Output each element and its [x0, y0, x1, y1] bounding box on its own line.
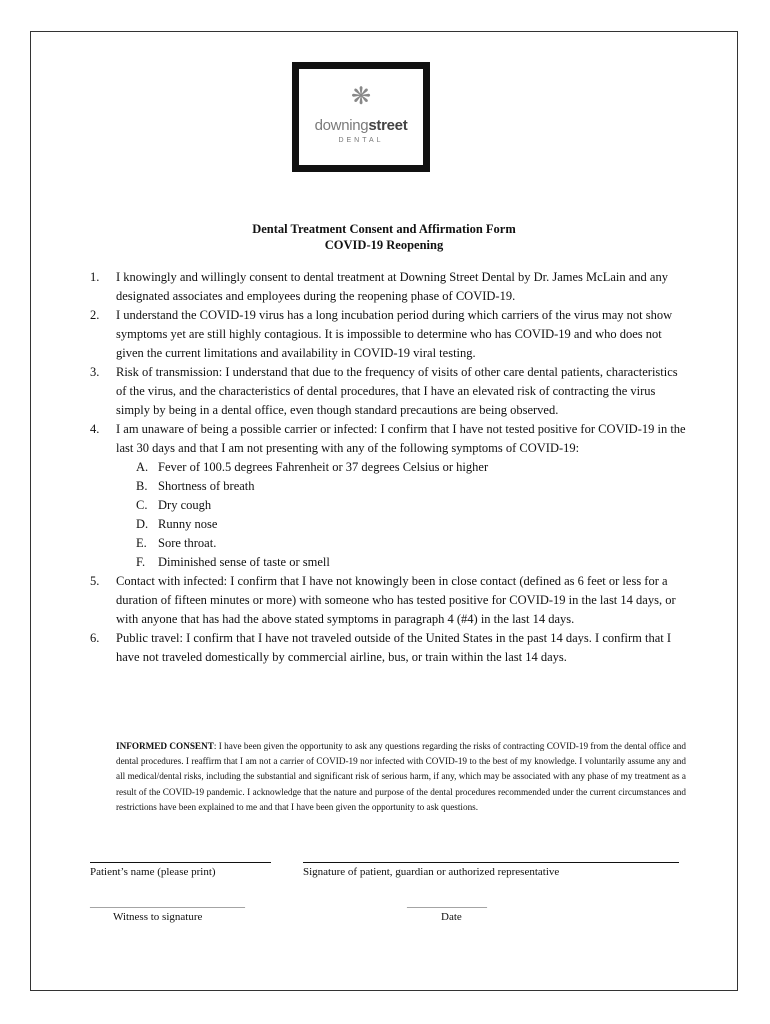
- symptom-item: E. Sore throat.: [136, 536, 217, 550]
- consent-items-list: [90, 268, 690, 667]
- informed-consent-text: : I have been given the opportunity to ask any questions regarding the risks of contracting COVID-19 from the dental office and dental procedures. I reaffirm that I am not a carrier of COVID-19 nor infected with COVID-19 to the best of my knowledge. I voluntarily assume any and all medical/dental risks, including the substantial and significant risk of serious harm, if any, which may be associated with any phase of my treatment as a result of the COVID-19 pandemic. I acknowledge that the nature and purpose of the dental procedures recommended under the current circumstances and restrictions have been explained to me and that I have been given the opportunity to ask questions.: [116, 741, 686, 812]
- informed-consent-heading: INFORMED CONSENT: [116, 741, 214, 751]
- item-number: 6.: [90, 631, 100, 645]
- form-title: [0, 221, 768, 253]
- signature-line[interactable]: [303, 862, 679, 863]
- list-item: [90, 420, 690, 572]
- symptom-item: B. Shortness of breath: [136, 479, 255, 493]
- symptoms-list: [116, 458, 690, 572]
- witness-line[interactable]: _______________________________: [90, 898, 245, 909]
- form-title-line2: COVID-19 Reopening: [324, 238, 444, 252]
- logo-name: downingstreet: [314, 117, 408, 134]
- item-text: Public travel: I confirm that I have not traveled outside of the United States in the past 14 days. I confirm that I have not traveled domestically by commercial airline, bus, or train within the last 14 days.: [116, 631, 672, 664]
- list-item: [90, 572, 690, 629]
- item-text: Risk of transmission: I understand that due to the frequency of visits of other care dental patients, characteristics of the virus, and the characteristics of dental procedures, that I have an elevated risk of contracting the virus simply by being in a dental office, even though standard precautions are being observed.: [116, 365, 678, 417]
- logo-subtitle: DENTAL: [338, 137, 384, 144]
- item-text: I am unaware of being a possible carrier or infected: I confirm that I have not tested positive for COVID-19 in the last 30 days and that I am not presenting with any of the following symptoms of COVID-19:: [116, 422, 686, 455]
- list-item: [90, 629, 690, 667]
- list-item: [90, 306, 690, 363]
- witness-label: Witness to signature: [113, 911, 203, 923]
- list-item: [90, 268, 690, 306]
- flower-icon: ❋: [350, 84, 372, 110]
- item-text: I understand the COVID-19 virus has a long incubation period during which carriers of the virus may not show symptoms yet are still highly contagious. It is impossible to determine who has COVID-19 and who does not given the current limitations and availability in COVID-19 viral testing.: [116, 308, 673, 360]
- patient-name-line[interactable]: [90, 862, 271, 863]
- symptom-item: F. Diminished sense of taste or smell: [136, 555, 330, 569]
- signature-label: Signature of patient, guardian or authorized representative: [303, 866, 560, 878]
- list-item: [90, 363, 690, 420]
- patient-name-label: Patient’s name (please print): [90, 866, 216, 878]
- date-line[interactable]: ________________: [407, 898, 487, 909]
- item-number: 1.: [90, 270, 100, 284]
- item-text: I knowingly and willingly consent to dental treatment at Downing Street Dental by Dr. James McLain and any designated associates and employees during the reopening phase of COVID-19.: [116, 270, 668, 303]
- form-title-line1: Dental Treatment Consent and Affirmation Form: [252, 222, 516, 236]
- item-number: 3.: [90, 365, 100, 379]
- practice-logo: [292, 62, 430, 172]
- date-label: Date: [441, 911, 462, 923]
- item-number: 2.: [90, 308, 100, 322]
- symptom-item: C. Dry cough: [136, 498, 212, 512]
- informed-consent-paragraph: [116, 739, 686, 815]
- item-number: 4.: [90, 422, 100, 436]
- item-number: 5.: [90, 574, 100, 588]
- item-text: Contact with infected: I confirm that I have not knowingly been in close contact (defined as 6 feet or less for a duration of fifteen minutes or more) with someone who has tested positive for COVID-19 in the last 14 days, or with anyone that has had the above stated symptoms in paragraph 4 (#4) in the last 14 days.: [116, 574, 676, 626]
- symptom-item: D. Runny nose: [136, 517, 218, 531]
- symptom-item: A. Fever of 100.5 degrees Fahrenheit or 37 degrees Celsius or higher: [136, 460, 489, 474]
